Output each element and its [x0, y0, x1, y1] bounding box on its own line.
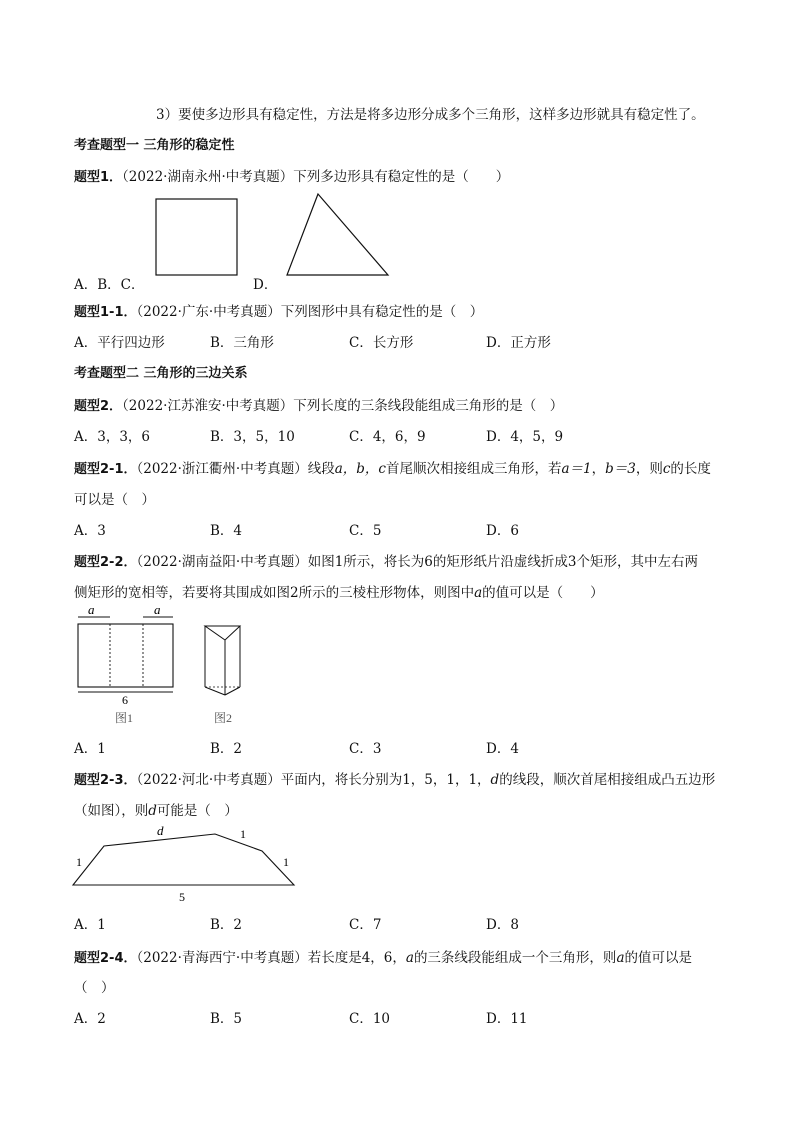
question-text: 可能是（ ） — [156, 803, 238, 819]
option-a: A．平行四边形 — [74, 335, 165, 351]
variable-a: a — [474, 585, 483, 601]
fig1-label-six: 6 — [122, 693, 128, 707]
option-b: B．4 — [210, 523, 243, 539]
question-text: 首尾顺次相接组成三角形，若 — [385, 461, 562, 477]
pentagon-label-1-top: 1 — [240, 827, 246, 841]
section-title-triangle-sides: 考查题型二 三角形的三边关系 — [74, 366, 248, 381]
intro-text: 3）要使多边形具有稳定性，方法是将多边形分成多个三角形，这样多边形就具有稳定性了。 — [156, 107, 705, 123]
option-c: C．3 — [349, 741, 382, 757]
fig1-label-a-left: a — [88, 602, 95, 617]
question-text: （2022·湖南永州·中考真题）下列多边形具有稳定性的是（ ） — [122, 169, 510, 185]
question-label: 题型1． — [74, 170, 123, 185]
fig1-label-a-right: a — [154, 602, 161, 617]
question-text: （2022·浙江衢州·中考真题）线段 — [136, 461, 335, 477]
variable-a: a — [405, 950, 414, 966]
question-text: 侧矩形的宽相等，若要将其围成如图2所示的三棱柱形物体，则图中 — [74, 585, 475, 601]
question-text: （如图），则 — [74, 803, 149, 819]
pentagon-label-1-left: 1 — [76, 855, 82, 869]
option-a: A．3，3，6 — [74, 429, 151, 445]
option-b: B．3，5，10 — [210, 429, 295, 445]
option-d: D．11 — [486, 1011, 528, 1027]
option-a: A．1 — [74, 917, 106, 933]
option-c: C．7 — [349, 917, 382, 933]
variable-c: c — [662, 461, 671, 477]
pentagon-label-5: 5 — [179, 890, 185, 904]
question-text: （2022·河北·中考真题）平面内，将长分别为1，5，1，1， — [136, 772, 491, 788]
fig2-caption: 图2 — [214, 711, 233, 725]
pentagon-shape — [73, 834, 294, 885]
question-label: 题型2． — [74, 399, 123, 414]
question-text: 的值可以是 — [624, 950, 692, 966]
q1-options-abc: A．B．C． — [74, 277, 145, 293]
question-text: 的长度 — [670, 461, 711, 477]
option-b: B．2 — [210, 917, 243, 933]
question-text: 的三条线段能组成一个三角形，则 — [413, 950, 617, 966]
question-text: 的线段，顺次首尾相接组成凸五边形 — [499, 772, 716, 788]
q1-option-d: D． — [253, 277, 278, 293]
pentagon-label-1-right: 1 — [283, 855, 289, 869]
separator: ， — [591, 461, 606, 477]
condition-a: a＝1 — [561, 461, 592, 477]
question-label: 题型2-4． — [74, 951, 137, 966]
question-label: 题型2-3． — [74, 773, 137, 788]
option-d: D．4，5，9 — [486, 429, 564, 445]
option-a: A．2 — [74, 1011, 106, 1027]
question-2-1-line2: 可以是（ ） — [74, 492, 155, 508]
variable-a: a — [616, 950, 625, 966]
option-d: D．正方形 — [486, 335, 551, 351]
question-text: ，则 — [635, 461, 663, 477]
option-a: A．3 — [74, 523, 106, 539]
question-label: 题型2-1． — [74, 462, 137, 477]
option-a: A．1 — [74, 741, 106, 757]
option-b: B．三角形 — [210, 335, 274, 351]
section-title-stability: 考查题型一 三角形的稳定性 — [74, 138, 235, 153]
option-c: C．5 — [349, 523, 382, 539]
option-b: B．5 — [210, 1011, 243, 1027]
question-text: （2022·青海西宁·中考真题）若长度是4，6， — [136, 950, 406, 966]
question-text: 的值可以是（ ） — [482, 585, 604, 601]
fig1-caption: 图1 — [115, 711, 134, 725]
option-c: C．10 — [349, 1011, 391, 1027]
question-label: 题型1-1． — [74, 305, 137, 320]
variable-list: a，b，c — [334, 461, 386, 477]
condition-b: b＝3 — [605, 461, 636, 477]
option-d: D．8 — [486, 917, 519, 933]
question-text: （2022·江苏淮安·中考真题）下列长度的三条线段能组成三角形的是（ ） — [122, 398, 564, 414]
option-d: D．4 — [486, 741, 519, 757]
variable-d: d — [148, 803, 157, 819]
question-label: 题型2-2． — [74, 555, 137, 570]
option-d: D．6 — [486, 523, 519, 539]
question-2-4 — [74, 946, 692, 966]
pentagon-label-d: d — [157, 823, 164, 838]
question-text: （2022·湖南益阳·中考真题）如图1所示，将长为6的矩形纸片沿虚线折成3个矩形，其中左右两 — [136, 554, 698, 570]
option-b: B．2 — [210, 741, 243, 757]
question-text: （2022·广东·中考真题）下列图形中具有稳定性的是（ ） — [136, 304, 484, 320]
option-c: C．长方形 — [349, 335, 414, 351]
question-2-4-line2: （ ） — [74, 980, 115, 996]
variable-d: d — [490, 772, 500, 788]
option-c: C．4，6，9 — [349, 429, 426, 445]
